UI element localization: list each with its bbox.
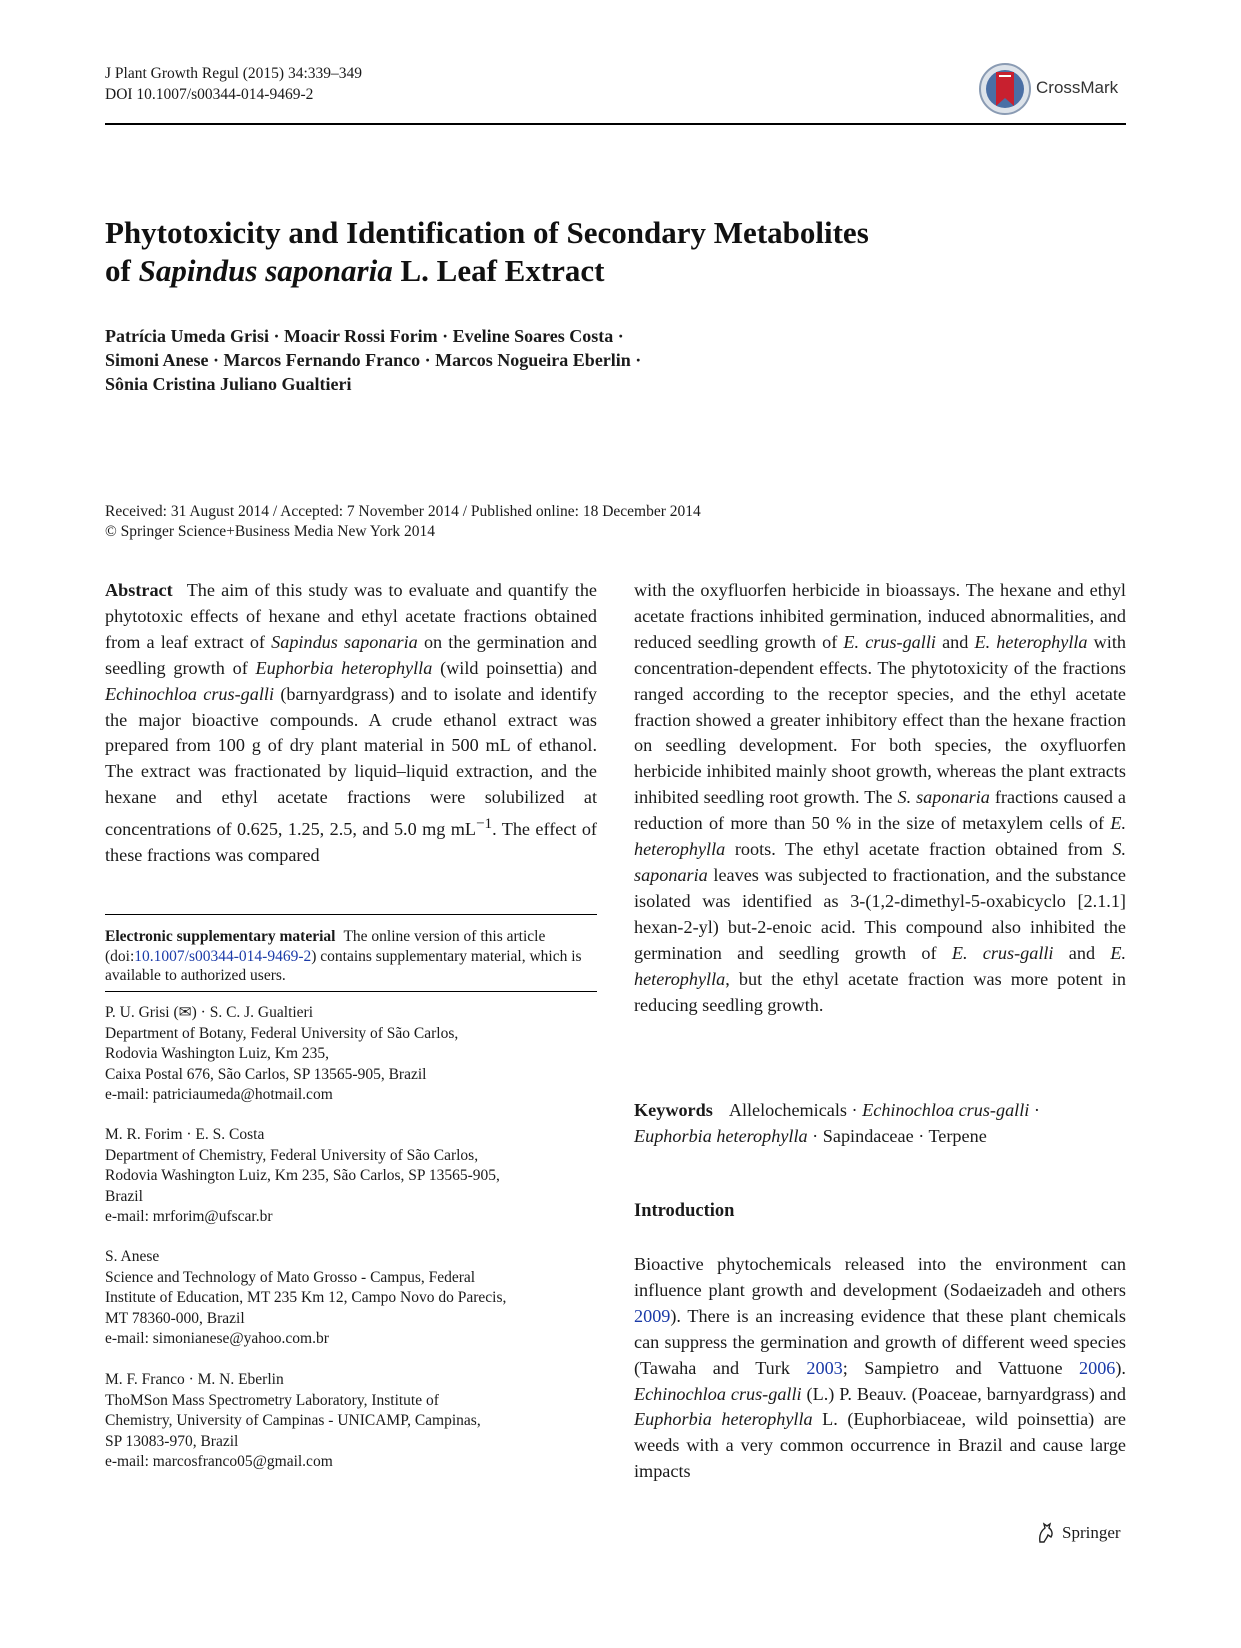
abstract-species: S. saponaria [634,839,1126,885]
intro-text: Bioactive phytochemicals released into the environment can influence plant growth and development (Sodaeizadeh and others [634,1254,1126,1300]
title-species: Sapindus saponaria [138,253,393,288]
affiliation-names: S. Anese [105,1248,160,1265]
title-line-2 [105,252,1105,290]
crossmark-label: CrossMark [1036,78,1119,97]
abstract-species: Euphorbia heterophylla [255,657,433,678]
affiliation-email[interactable]: e-mail: mrforim@ufscar.br [105,1208,273,1225]
abstract-species: E. crus-galli [843,631,936,652]
introduction-paragraph [634,1252,1126,1485]
author-line: Patrícia Umeda Grisi · Moacir Rossi Forim · Eveline Soares Costa · [105,326,624,346]
citation-link[interactable]: 2006 [1079,1357,1116,1378]
copyright: © Springer Science+Business Media New York 2014 [105,523,436,540]
abstract-text: fractions caused a reduction of more than 50 % in the size of metaxylem cells of [634,787,1126,834]
abstract-paragraph [105,578,597,869]
keyword-separator: · [1029,1100,1040,1120]
affiliation-line: SP 13083-970, Brazil [105,1432,239,1450]
intro-text: L. (Euphorbiaceae, wild poinsettia) are weeds with a very common occurrence in Brazil and cause large impacts [634,1409,1126,1482]
abstract-species: Echinochloa crus-galli [105,683,275,704]
intro-text: ; Sampietro and Vattuone [842,1357,1079,1378]
publisher-name: Springer [1062,1523,1121,1542]
abstract-species: S. saponaria [897,787,990,808]
affiliation-line: ThoMSon Mass Spectrometry Laboratory, Institute of [105,1391,439,1409]
author-list [105,324,1005,396]
journal-line: J Plant Growth Regul (2015) 34:339–349 [105,65,363,82]
affiliation-names: P. U. Grisi (✉) · S. C. J. Gualtieri [105,1004,314,1021]
intro-species: Euphorbia heterophylla [634,1409,813,1430]
title-line-1: Phytotoxicity and Identification of Secondary Metabolites [105,215,869,250]
abstract-left [105,578,597,869]
abstract-text: . The effect of these fractions was compared [105,819,597,866]
abstract-text: with concentration-dependent effects. The phytotoxicity of the fractions ranged according to the receptor species, and the ethyl acetate fraction showed a greater inhibitory effect than the hexane fraction on seedling development. For both species, the oxyfluorfen herbicide inhibited mainly shoot growth, whereas the plant extracts inhibited seedling root growth. The [634,631,1127,808]
intro-text: ). There is an increasing evidence that these plant chemicals can suppress the germination and growth of different weed species (Tawaha and Turk [634,1305,1126,1378]
affiliation-block [105,1247,597,1350]
publication-dates [105,502,1005,542]
keyword: Echinochloa crus-galli [862,1100,1030,1120]
doi-link[interactable]: 10.1007/s00344-014-9469-2 [134,947,312,965]
affiliation-line: Rodovia Washington Luiz, Km 235, [105,1045,330,1062]
abstract-species: Sapindus saponaria [271,631,418,652]
author-line: Sônia Cristina Juliano Gualtieri [105,374,352,394]
abstract-species: E. heterophylla [634,942,1126,989]
author-line: Simoni Anese · Marcos Fernando Franco · Marcos Nogueira Eberlin · [105,350,642,370]
abstract-paragraph [634,578,1126,1018]
abstract-text: and [1053,942,1111,963]
affiliation-line: Chemistry, University of Campinas - UNICAMP, Campinas, [105,1412,481,1429]
introduction-body [634,1252,1126,1485]
title-text: of [105,253,139,288]
affiliation-line: Caixa Postal 676, São Carlos, SP 13565-905, Brazil [105,1065,427,1083]
title-text: L. Leaf Extract [392,253,605,288]
abstract-right [634,578,1126,1018]
introduction-heading: Introduction [634,1201,735,1221]
intro-species: Echinochloa crus-galli [634,1383,802,1404]
affiliation-email[interactable]: e-mail: patriciaumeda@hotmail.com [105,1086,333,1103]
citation-link[interactable]: 2003 [806,1357,843,1378]
affiliation-line: Institute of Education, MT 235 Km 12, Campo Novo do Parecis, [105,1289,507,1306]
abstract-text: (wild poinsettia) and [432,657,597,678]
keyword: Euphorbia heterophylla [634,1126,808,1146]
intro-text: ). [1115,1357,1126,1378]
crossmark-badge[interactable] [978,60,1126,118]
affiliation-line: MT 78360-000, Brazil [105,1309,245,1327]
esm-text: ) contains supplementary material, which is available to authorized users. [105,947,582,984]
abstract-text: , but the ethyl acetate fraction was more potent in reducing seedling growth. [634,968,1126,1015]
abstract-species: E. crus-galli [951,942,1054,963]
affiliation-names: M. F. Franco · M. N. Eberlin [105,1371,284,1388]
abstract-text: The aim of this study was to evaluate and quantify the phytotoxic effects of hexane and ethyl acetate fractions obtained from a leaf extract of [105,580,597,652]
affiliation-line: Science and Technology of Mato Grosso - Campus, Federal [105,1268,476,1286]
esm-text: The online version of this article (doi: [105,928,546,965]
abstract-heading: Abstract [105,580,173,600]
esm-heading: Electronic supplementary material [105,928,336,945]
affiliation-block [105,1370,597,1473]
affiliation-line: Department of Botany, Federal University of São Carlos, [105,1024,459,1042]
affiliation-email[interactable]: e-mail: simonianese@yahoo.com.br [105,1330,329,1347]
affiliation-line: Brazil [105,1187,143,1205]
abstract-species: E. heterophylla [974,631,1088,652]
abstract-text: with the oxyfluorfen herbicide in bioassays. The hexane and ethyl acetate fractions inhibited germination, induced abnormalities, and reduced seedling growth of [634,580,1126,652]
citation-link[interactable]: 2009 [634,1305,671,1326]
abstract-text: leaves was subjected to fractionation, and the substance isolated was identified as 3-(1,2-dimethyl-5-oxabicyclo [2.1.1] hexan-2-yl) but-2-enoic acid. This compound also inhibited the germination and seedling growth of [634,864,1126,963]
esm-bottom-rule [105,991,597,992]
crossmark-icon [978,62,1032,116]
article-title [105,214,1105,290]
abstract-text: roots. The ethyl acetate fraction obtained from [725,839,1113,860]
abstract-text: (barnyardgrass) and to isolate and identify the major bioactive compounds. A crude ethanol extract was prepared from 100 g of dry plant material in 500 mL of ethanol. The extract was fractionated by liquid–liquid extraction, and the hexane and ethyl acetate fractions were solubilized at concentrations of 0.625, 1.25, 2.5, and 5.0 mg mL [105,683,597,840]
affiliation-email[interactable]: e-mail: marcosfranco05@gmail.com [105,1453,333,1470]
affiliation-names: M. R. Forim · E. S. Costa [105,1126,265,1143]
keyword: · Sapindaceae · Terpene [807,1126,987,1146]
intro-text: (L.) P. Beauv. (Poaceae, barnyardgrass) and [801,1383,1126,1404]
superscript: −1 [475,815,493,833]
keyword: Allelochemicals · [728,1100,863,1120]
header-rule [105,123,1126,125]
keywords-heading: Keywords [634,1100,713,1120]
esm-top-rule [105,914,597,915]
doi-line: DOI 10.1007/s00344-014-9469-2 [105,86,314,103]
affiliation-block [105,1125,597,1228]
abstract-species: E. heterophylla [634,813,1126,860]
publisher-logo [1036,1522,1121,1544]
springer-horse-icon [1036,1522,1056,1544]
abstract-text: and [935,631,975,652]
date-history: Received: 31 August 2014 / Accepted: 7 November 2014 / Published online: 18 December 2014 [105,503,701,520]
keywords [634,1097,1126,1149]
affiliation-line: Rodovia Washington Luiz, Km 235, São Carlos, SP 13565-905, [105,1167,500,1184]
affiliation-line: Department of Chemistry, Federal University of São Carlos, [105,1146,479,1164]
journal-citation [105,63,362,105]
affiliation-block [105,1003,597,1106]
abstract-text: on the germination and seedling growth of [105,631,597,678]
electronic-supplementary-material [105,927,597,986]
